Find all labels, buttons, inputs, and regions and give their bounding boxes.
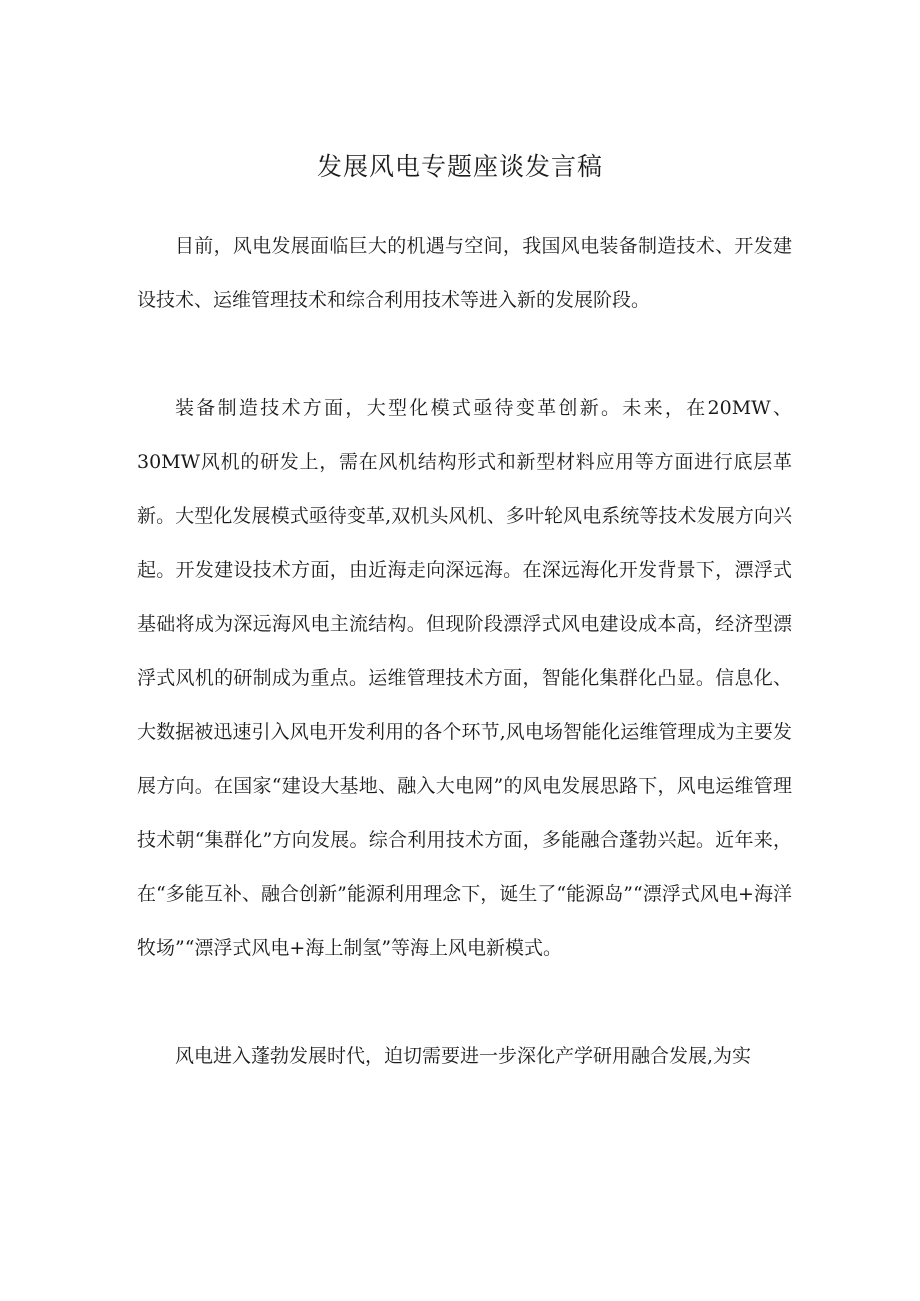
page-title: 发展风电专题座谈发言稿 <box>316 152 603 181</box>
paragraph-closing: 风电进入蓬勃发展时代，迫切需要进一步深化产学研用融合发展,为实 <box>175 1045 752 1067</box>
document-body <box>137 219 792 1137</box>
paragraph-intro: 目前，风电发展面临巨大的机遇与空间，我国风电装备制造技术、开发建设技术、运维管理技术和综合利用技术等进入新的发展阶段。 <box>137 235 792 311</box>
paragraph-technology: 装备制造技术方面，大型化模式亟待变革创新。未来，在20MW、30MW风机的研发上，需在风机结构形式和新型材料应用等方面进行底层革新。大型化发展模式亟待变革,双机头风机、多叶轮风电系统等技术发展方向兴起。开发建设技术方面，由近海走向深远海。在深远海化开发背景下，漂浮式基础将成为深远海风电主流结构。但现阶段漂浮式风电建设成本高，经济型漂浮式风机的研制成为重点。运维管理技术方面，智能化集群化凸显。信息化、大数据被迅速引入风电开发利用的各个环节,风电场智能化运维管理成为主要发展方向。在国家“建设大基地、融入大电网”的风电发展思路下，风电运维管理技术朝“集群化”方向发展。综合利用技术方面，多能融合蓬勃兴起。近年来，在“多能互补、融合创新”能源利用理念下，诞生了“能源岛”“漂浮式风电+海洋牧场”“漂浮式风电+海上制氢”等海上风电新模式。 <box>137 397 792 959</box>
